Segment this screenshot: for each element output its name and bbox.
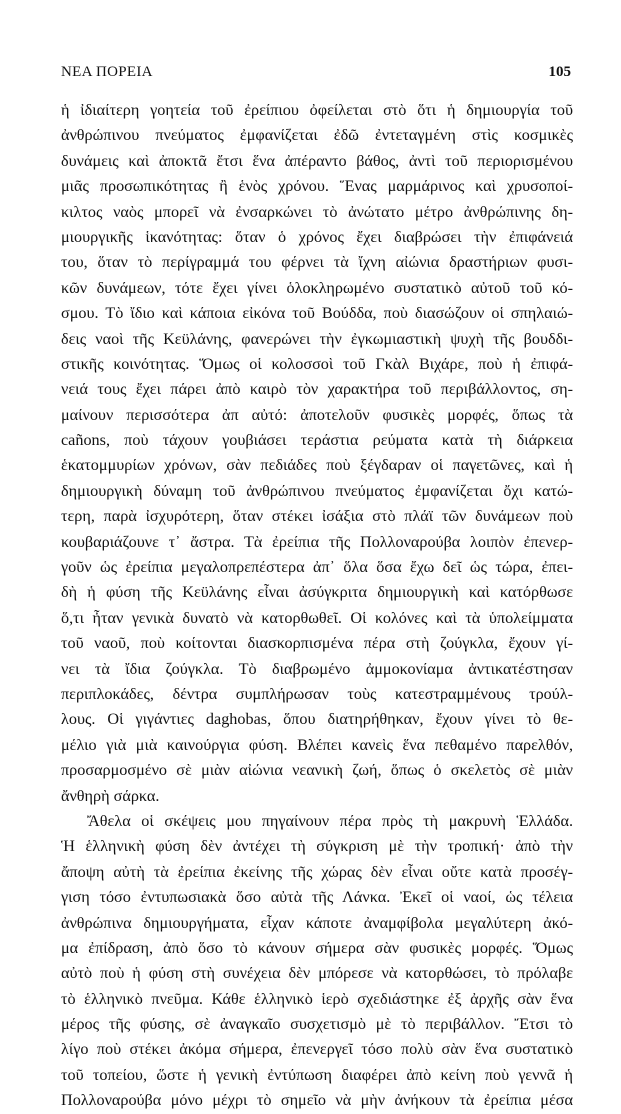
text-line: ἀνθρώπινου πνεύματος ἐμφανίζεται ἐδῶ ἐντεταγμένη στὶς κοσμικὲς (61, 126, 573, 145)
text-line: περιπλοκάδες, δέντρα συμπλήρωσαν τοὺς κατεστραμμένους τρούλ- (61, 684, 573, 703)
text-line: λους. Οἱ γιγάντιες daghobas, ὅπου διατηρήθηκαν, ἔχουν γίνει τὸ θε- (61, 710, 573, 729)
text-line: μέλιο γιὰ μιὰ καινούργια φύση. Βλέπει κανεὶς ἕνα πεθαμένο παρελθόν, (61, 735, 573, 754)
text-line: ἀνθρώπινα δημιουργήματα, εἶχαν κάποτε ἀναμφίβολα μεγαλύτερη ἀκό- (61, 913, 573, 932)
text-line: κιλτος ναὸς μπορεῖ νὰ ἐνσαρκώνει τὸ ἀνώτατο μέτρο ἀνθρώπινης δη- (61, 202, 573, 221)
text-line: δὴ ἡ φύση τῆς Κεϋλάνης εἶναι ἀσύγκριτα δημιουργικὴ καὶ κατόρθωσε (61, 583, 573, 602)
page-header (61, 64, 571, 88)
text-line: ἡ ἰδιαίτερη γοητεία τοῦ ἐρείπιου ὀφείλεται στὸ ὅτι ἡ δημιουργία τοῦ (61, 101, 573, 119)
text-line: μιουργικῆς ἱκανότητας: ὅταν ὁ χρόνος ἔχει διαβρώσει τὴν ἐπιφάνειά (61, 227, 573, 246)
text-line: cañons, ποὺ τάχουν γουβιάσει τεράστια ρεύματα κατὰ τὴ διάρκεια (61, 431, 573, 450)
text-line: αὐτὸ ποὺ ἡ φύση στὴ συνέχεια δὲν μπόρεσε νὰ κατορθώσει, τὸ πρόλαβε (61, 964, 573, 983)
text-line: δεις ναοὶ τῆς Κεϋλάνης, φανερώνει τὴν ἐγκωμιαστικὴ ψυχὴ τῆς βουδδι- (61, 329, 573, 348)
text-line: μα ἐπίδραση, ἀπὸ ὅσο τὸ κάνουν σήμερα σὰν φυσικὲς μορφές. Ὅμως (61, 938, 573, 957)
text-line: τερη, παρὰ ἰσχυρότερη, ὅταν στέκει ἰσάξια στὸ πλάϊ τῶν δυνάμεων ποὺ (61, 507, 573, 526)
text-line: του, ὅταν τὸ περίγραμμά του φέρνει τὰ ἴχνη αἰώνια δραστήριων φυσι- (61, 253, 573, 272)
text-line: σμου. Τὸ ἴδιο καὶ κάποια εἰκόνα τοῦ Βούδδα, ποὺ διασώζουν οἱ σπηλαιώ- (61, 304, 573, 323)
text-line: γιση τόσο ἐντυπωσιακὰ ὅσο αὐτὰ τῆς Λάνκα. Ἐκεῖ οἱ ναοί, ὡς τέλεια (61, 888, 573, 907)
text-line: τὸ ἑλληνικὸ πνεῦμα. Κάθε ἑλληνικὸ ἱερὸ σχεδιάστηκε ἐξ ἀρχῆς σὰν ἕνα (61, 989, 573, 1008)
text-line: Πολλοναρούβα μόνο μέχρι τὸ σημεῖο νὰ μὴν ἀνήκουν τὰ ἐρείπια μέσα (61, 1091, 573, 1110)
text-line: κουβαριάζουνε τ᾽ ἄστρα. Τὰ ἐρείπια τῆς Πολλοναρούβα λοιπὸν ἐπενερ- (61, 532, 573, 551)
text-line: δημιουργικὴ δύναμη τοῦ ἀνθρώπινου πνεύματος ἐμφανίζεται ὄχι κατώ- (61, 481, 573, 500)
text-line: γοῦν ὡς ἐρείπια μεγαλοπρεπέστερα ἀπ᾽ ὅλα ὅσα ἔχω δεῖ ὡς τώρα, ἐπει- (61, 558, 573, 577)
text-line: ἑκατομμυρίων χρόνων, σὰν πεδιάδες ποὺ ξέγδαραν οἱ παγετῶνες, καὶ ἡ (61, 456, 573, 475)
text-line: τοῦ τοπείου, ὥστε ἡ γενικὴ ἐντύπωση διαφέρει ἀπὸ κείνη ποὺ γεννᾶ ἡ (61, 1065, 573, 1084)
text-line: ἄποψη αὐτὴ τὰ ἐρείπια ἐκείνης τῆς χώρας δὲν εἶναι οὔτε κατὰ προσέγ- (61, 862, 573, 881)
text-line: κῶν δυνάμεων, τότε ἔχει γίνει ὁλοκληρωμένο συστατικὸ αὐτοῦ τοῦ κό- (61, 278, 573, 297)
paragraph (61, 809, 573, 1114)
text-line: λίγο ποὺ στέκει ἀκόμα σήμερα, ἐπενεργεῖ τόσο πολὺ σὰν ἕνα συστατικὸ (61, 1040, 573, 1059)
page-number: 105 (548, 64, 571, 80)
text-line: μιᾶς προσωπικότητας ἢ ἑνὸς χρόνου. Ἕνας μαρμάρινος καὶ χρυσοποί- (61, 177, 573, 196)
text-line: δυνάμεις καὶ ἀποκτᾶ ἔτσι ἕνα ἀπέραντο βάθος, ἀντὶ τοῦ περιορισμένου (61, 151, 573, 170)
text-line: μαίνουν περισσότερα ἀπ αὐτό: ἀποτελοῦν φυσικὲς μορφές, ὅπως τὰ (61, 405, 573, 424)
text-line: ὅ,τι ἦταν γενικὰ δυνατὸ νὰ κατορθωθεῖ. Οἱ κολόνες καὶ τὰ ὑπολείμματα (61, 608, 573, 627)
text-line: Ἡ ἑλληνικὴ φύση δὲν ἀντέχει τὴ σύγκριση μὲ τὴν τροπική· ἀπὸ τὴν (61, 837, 573, 856)
running-title: ΝΕΑ ΠΟΡΕΙΑ (61, 64, 153, 80)
text-line: Ἄθελα οἱ σκέψεις μου πηγαίνουν πέρα πρὸς τὴ μακρυνὴ Ἑλλάδα. (87, 811, 573, 830)
body-text (61, 98, 573, 1114)
text-line: στικῆς κοινότητας. Ὅμως οἱ κολοσσοὶ τοῦ Γκὰλ Βιχάρε, ποὺ ἡ ἐπιφά- (61, 354, 573, 373)
paragraph (61, 98, 573, 809)
text-line: ἄνθηρὴ σάρκα. (61, 786, 160, 805)
text-line: νειά τους ἔχει πάρει ἀπὸ καιρὸ τὸν χαρακτήρα τοῦ περιβάλλοντος, ση- (61, 380, 573, 399)
text-line: νει τὰ ἴδια ζούγκλα. Τὸ διαβρωμένο ἀμμοκονίαμα ἀντικατέστησαν (61, 659, 573, 678)
text-line: τοῦ ναοῦ, ποὺ κοίτονται διασκορπισμένα πέρα στὴ ζούγκλα, ἔχουν γί- (61, 634, 573, 653)
text-line: προσαρμοσμένο σὲ μιὰν αἰώνια νεανικὴ ζωή, ὅπως ὁ σκελετὸς σὲ μιὰν (61, 761, 573, 780)
text-line: μέρος τῆς φύσης, σὲ ἀναγκαῖο συσχετισμὸ μὲ τὸ περιβάλλον. Ἔτσι τὸ (61, 1015, 573, 1034)
